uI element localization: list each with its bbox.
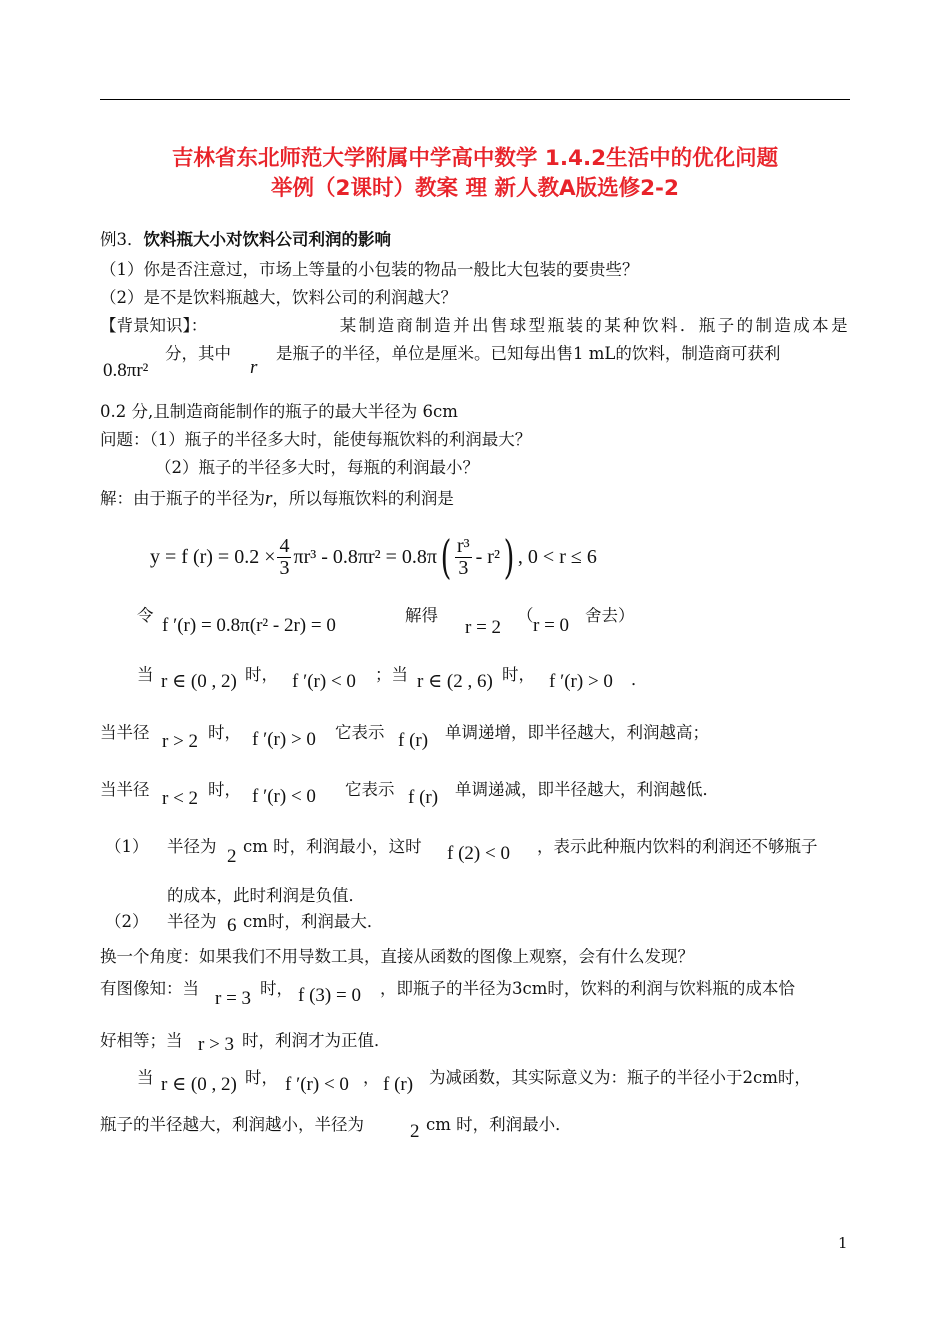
formula-inner-tail: - r² [475,546,500,568]
last-text: 瓶子的半径越大，利润越小，半径为 [100,1115,364,1134]
page-number: 1 [838,1234,848,1252]
conclusion-1-text2: ，表示此种瓶内饮料的利润还不够瓶子 [537,837,818,856]
root-value: r = 2 [465,617,502,638]
formula-domain: , 0 < r ≤ 6 [517,546,597,568]
formula-lhs: y = f (r) = 0.2 × [150,546,276,568]
background-label: 【背景知识】： [100,316,208,335]
alt-root: r = 0 [533,615,570,636]
jiede-text: 解得 [405,606,438,625]
alt-open: （ [517,606,534,625]
conclusion-1-line [105,839,850,869]
profit-formula [150,528,597,586]
fraction-numerator: r³ [456,534,470,557]
background-line1 [100,318,850,335]
radius-lt-expr: r < 2 [162,788,199,809]
interval-0-2: r ∈ (0 , 2) [161,671,237,692]
equal-text: 好相等；当 [100,1031,183,1050]
radius-gt-line [100,725,850,755]
cost-expression: 0.8πr² [103,360,149,381]
final-text: 为减函数，其实际意义为：瓶子的半径小于2cm时， [429,1068,811,1087]
background-line2 [100,346,850,382]
equal-text2: 时，利润才为正值． [242,1031,391,1050]
header-rule [100,99,850,100]
background-text2: 是瓶子的半径，单位是厘米。已知每出售1 mL的饮料，制造商可获利 [276,344,781,363]
another-angle: 换一个角度：如果我们不用导数工具，直接从函数的图像上观察，会有什么发现？ [100,947,694,966]
fraction-denominator: 3 [458,556,469,579]
doc-title-line1: 吉林省东北师范大学附属中学高中数学 1.4.2生活中的优化问题 [171,146,779,171]
solution-radius-var: r [265,488,273,509]
last-value: 2 [410,1121,420,1142]
derivative-positive: f ′(r) > 0 [252,729,316,750]
left-paren: ( [440,530,452,584]
derivative-line [137,608,850,642]
radius-lt-pre: 当半径 [100,780,150,799]
increasing-text: 单调递增，即半径越大，利润越高； [445,723,709,742]
final-line [137,1070,850,1100]
conclusion-1-number: （1） [105,837,149,856]
function-f-r: f (r) [383,1074,414,1095]
example-label: 例3． [100,230,144,249]
conclusion-1-line2: 的成本，此时利润是负值． [167,886,365,905]
conclusion-2-pre: 半径为 [167,912,217,931]
conclusion-2-line [105,914,850,944]
r-gt-3: r > 3 [198,1034,235,1055]
monotonic-line [137,667,850,697]
formula-mid: πr³ - 0.8πr² = 0.8π [293,546,438,568]
conclusion-1-text: cm 时，利润最小，这时 [243,837,422,856]
it-means-text: 它表示 [345,780,395,799]
fraction-denominator: 3 [279,556,290,579]
shi-text: 时， [245,665,278,684]
function-f-r: f (r) [398,730,429,751]
function-f-r: f (r) [408,787,439,808]
shi-text: 时， [260,979,293,998]
derivative-equation: f ′(r) = 0.8π(r² - 2r) = 0 [162,615,336,636]
problem-1: 问题：（1）瓶子的半径多大时，能使每瓶饮料的利润最大？ [100,430,532,449]
conclusion-2-number: （2） [105,912,149,931]
solution-intro-text2: ，所以每瓶饮料的利润是 [272,489,454,508]
background-text: 某制造商制造并出售球型瓶装的某种饮料．瓶子的制造成本是 [339,316,850,335]
final-pre: 当 [137,1068,154,1087]
example-heading [100,232,391,249]
f-2-negative: f (2) < 0 [447,843,510,864]
unit-text: 分，其中 [165,344,231,363]
equal-line [100,1033,850,1063]
f-3-zero: f (3) = 0 [298,985,361,1006]
when-text: 当 [137,665,154,684]
conclusion-2-text: cm时，利润最大． [243,912,384,931]
alt-close: 舍去） [585,606,635,625]
graph-pre: 有图像知：当 [100,979,199,998]
radius-lt-line [100,782,850,812]
it-means-text: 它表示 [335,723,385,742]
conclusion-1-value: 2 [227,846,237,867]
interval-2-6: r ∈ (2 , 6) [417,671,493,692]
last-text2: cm 时，利润最小． [426,1115,572,1134]
shi-text: 时， [208,780,241,799]
decreasing-text: 单调递减，即半径越大，利润越低． [455,780,719,799]
solution-intro-text: 解：由于瓶子的半径为 [100,489,265,508]
question-1: （1）你是否注意过，市场上等量的小包装的物品一般比大包装的要贵些？ [100,260,639,279]
derivative-negative: f ′(r) < 0 [292,671,356,692]
radius-gt-pre: 当半径 [100,723,150,742]
shi-text: 时， [245,1068,278,1087]
question-2: （2）是不是饮料瓶越大，饮料公司的利润越大？ [100,288,457,307]
radius-gt-expr: r > 2 [162,731,199,752]
problem-2: （2）瓶子的半径多大时，每瓶的利润最小？ [155,458,479,477]
background-line3: 0.2 分,且制造商能制作的瓶子的最大半径为 6cm [100,402,458,421]
conclusion-1-pre: 半径为 [167,837,217,856]
r-equals-3: r = 3 [215,988,252,1009]
formula-fraction-4-3 [277,536,291,579]
graph-text: ，即瓶子的半径为3cm时，饮料的利润与饮料瓶的成本恰 [380,979,795,998]
shi-text: 时， [502,665,535,684]
derivative-negative: f ′(r) < 0 [252,786,316,807]
example-title: 饮料瓶大小对饮料公司利润的影响 [143,230,391,249]
right-paren: ) [503,530,515,584]
derivative-negative: f ′(r) < 0 [285,1074,349,1095]
ling-text: 令 [137,606,154,625]
fraction-numerator: 4 [279,534,290,557]
shi-text: 时， [208,723,241,742]
semi-when-text: ；当 [375,665,408,684]
solution-intro [100,489,454,508]
interval-0-2: r ∈ (0 , 2) [161,1074,237,1095]
last-line [100,1117,850,1147]
comma: ， [363,1068,380,1087]
conclusion-2-value: 6 [227,915,237,936]
doc-title-line2: 举例（2课时）教案 理 新人教A版选修2-2 [271,176,679,201]
period: ． [631,670,648,689]
radius-var: r [250,357,258,378]
formula-fraction-r3-3 [455,536,472,579]
graph-line [100,981,850,1011]
derivative-positive: f ′(r) > 0 [549,671,613,692]
